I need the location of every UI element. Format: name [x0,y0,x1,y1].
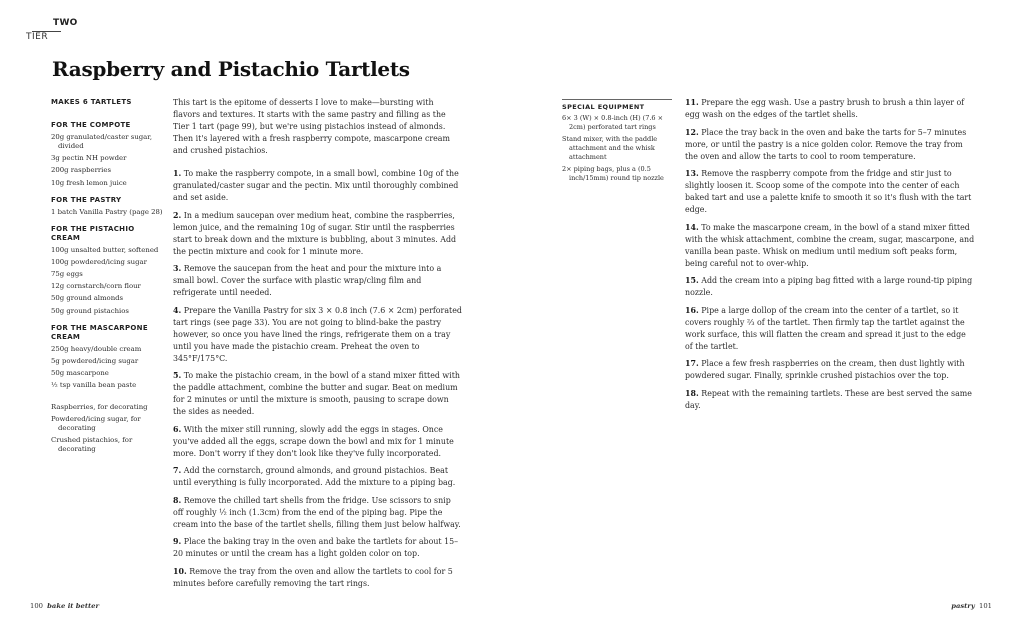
method-step [685,127,975,163]
special-equipment-box [562,99,672,186]
step-number: 17. [685,359,699,368]
ingredient-group-heading: FOR THE COMPOTE [51,121,131,129]
step-text: To make the raspberry compote, in a small bowl, combine 10g of the granulated/caster sugar and the pectin. Mix until thoroughly combined and set aside. [173,169,459,202]
equipment-item: Stand mixer, with the paddle attachment and the whisk attachment [562,135,658,161]
method-step [685,358,975,382]
equipment-item: 6× 3 (W) × 0.8-inch (H) (7.6 × 2cm) perforated tart rings [562,114,664,131]
ingredient-group-heading: FOR THE PISTACHIO CREAM [51,224,135,242]
footer-right [949,602,992,610]
step-number: 4. [173,305,182,315]
decorating-item: Powdered/icing sugar, for decorating [51,415,141,433]
decorating-item: Crushed pistachios, for decorating [51,436,133,454]
step-text: Remove the saucepan from the heat and pour the mixture into a small bowl. Cover the surface with plastic wrap/cling film and refrigerate until needed. [173,264,442,297]
method-step [173,495,463,531]
ingredient-item: 75g eggs [51,269,83,278]
recipe-yield: MAKES 6 TARTLETS [51,98,132,106]
step-text: Place a few fresh raspberries on the cream, then dust lightly with powdered sugar. Finally, sprinkle crushed pistachios over the top. [685,359,965,380]
method-step [685,222,975,270]
step-number: 2. [173,210,182,220]
step-number: 13. [685,169,699,178]
decorating-item: Raspberries, for decorating [51,403,148,412]
step-text: To make the pistachio cream, in the bowl of a stand mixer fitted with the paddle attachment, combine the butter and sugar. Beat on medium for 2 minutes or until the mixture is smooth, pausing to scrape down the sides as needed. [173,371,460,416]
equipment-list [562,114,672,183]
step-number: 16. [685,305,699,315]
method-step [173,536,463,560]
step-number: 1. [173,169,182,178]
method-step [685,97,975,121]
ingredient-item: 12g cornstarch/corn flour [51,282,141,291]
step-text: Remove the tray from the oven and allow the tartlets to cool for 5 minutes before carefully removing the tart rings. [173,566,453,588]
method-step [173,168,463,204]
step-number: 12. [685,127,699,137]
recipe-intro: This tart is the epitome of desserts I love to make—bursting with flavors and textures. It starts with the same pastry and filling as the Tier 1 tart (page 99), but we're using pistachios instead of almonds. Then it's layered with a fresh raspberry compote, mascarpone cream and crushed pistachios. [173,98,450,155]
left-page-number: 100 [30,602,43,610]
ingredients-column [51,98,163,458]
step-text: Repeat with the remaining tartlets. These are best served the same day. [685,388,972,410]
method-column-right [685,97,975,417]
step-number: 3. [173,264,182,273]
step-text: Remove the chilled tart shells from the fridge. Use scissors to snip off roughly ½ inch (1.3cm) from the end of the piping bag. Pipe the cream into the base of the tartlet shells, filling them just below halfway. [173,495,461,529]
ingredient-item: 50g ground almonds [51,294,124,303]
method-step [173,210,463,258]
step-number: 9. [173,537,182,546]
right-page-number: 101 [979,602,992,610]
step-number: 10. [173,566,187,576]
method-step [685,168,975,216]
recipe-title: Raspberry and Pistachio Tartlets [52,57,410,81]
step-text: In a medium saucepan over medium heat, combine the raspberries, lemon juice, and the remaining 10g of sugar. Stir until the raspberries start to break down and the mixture is bubbling, about 3 minutes. Add the pectin mixture and cook for 1 minute more. [173,210,457,256]
steps-right-list [685,97,975,412]
step-text: Add the cornstarch, ground almonds, and ground pistachios. Beat until everything is fully incorporated. Add the mixture to a piping bag. [173,466,456,487]
ingredient-item: 50g mascarpone [51,368,109,377]
ingredient-group [51,196,163,217]
ingredient-item: 200g raspberries [51,166,111,175]
footer-left [30,602,101,610]
decorating-list [51,403,163,454]
step-text: Place the baking tray in the oven and bake the tartlets for about 15–20 minutes or until the cream has a light golden color on top. [173,537,459,558]
method-step [173,566,463,590]
tier-number: TWO [53,18,78,28]
step-number: 8. [173,495,182,505]
section-name: pastry [951,602,975,610]
ingredient-group [51,324,163,391]
step-text: Place the tray back in the oven and bake the tarts for 5–7 minutes more, or until the pastry is a nice golden color. Remove the tray from the oven and allow the tarts to cool to room temperature. [685,127,967,161]
ingredient-item: 50g ground pistachios [51,306,129,315]
method-step [173,424,463,460]
step-number: 14. [685,222,699,232]
ingredient-group [51,225,163,316]
method-step [173,370,463,418]
method-step [173,263,463,299]
ingredient-item: 1 batch Vanilla Pastry (page 28) [51,207,163,216]
step-number: 7. [173,466,182,475]
ingredient-item: 5g powdered/icing sugar [51,356,139,365]
step-text: With the mixer still running, slowly add the eggs in stages. Once you've added all the eggs, scrape down the bowl and mix for 1 minute more. Don't worry if they don't look like they've fully incorporated. [173,424,454,458]
tier-label: TIER [26,32,49,42]
ingredient-item: 20g granulated/caster sugar, divided [51,133,153,150]
book-name: bake it better [47,602,100,610]
ingredient-item: 10g fresh lemon juice [51,178,127,187]
ingredient-groups [51,121,163,390]
ingredient-item: ½ tsp vanilla bean paste [51,381,137,390]
ingredient-item: 3g pectin NH powder [51,154,127,163]
step-number: 15. [685,276,699,285]
step-number: 11. [685,98,699,107]
method-step [685,275,975,299]
step-text: Pipe a large dollop of the cream into the center of a tartlet, so it covers roughly ⅔ of the tartlet. Then firmly tap the tartlet against the work surface, this will flatten the cream and spread it just to the edge of the tartlet. [685,305,966,351]
ingredient-group [51,121,163,188]
equipment-item: 2× piping bags, plus a (0.5 inch/15mm) round tip nozzle [562,165,664,182]
step-number: 6. [173,424,182,434]
ingredient-item: 100g unsalted butter, softened [51,245,159,254]
step-number: 18. [685,388,699,398]
ingredient-group-heading: FOR THE MASCARPONE CREAM [51,323,148,341]
method-column-left [173,97,463,595]
steps-left-list [173,168,463,590]
step-text: Prepare the egg wash. Use a pastry brush to brush a thin layer of egg wash on the edges of the tartlet shells. [685,98,965,119]
equipment-rule [562,99,672,100]
step-text: Add the cream into a piping bag fitted with a large round-tip piping nozzle. [685,276,973,297]
method-step [685,305,975,353]
step-text: Prepare the Vanilla Pastry for six 3 × 0.8 inch (7.6 × 2cm) perforated tart rings (see page 33). You are not going to blind-bake the pastry however, so once you have lined the rings, refrigerate them on a tray until you have made the pistachio cream. Preheat the oven to 345°F/175°C. [173,305,462,363]
method-step [173,465,463,489]
equipment-heading: SPECIAL EQUIPMENT [562,103,645,111]
ingredient-item: 100g powdered/icing sugar [51,257,147,266]
step-number: 5. [173,371,182,380]
ingredient-group-heading: FOR THE PASTRY [51,195,122,204]
ingredient-item: 250g heavy/double cream [51,344,142,353]
step-text: To make the mascarpone cream, in the bowl of a stand mixer fitted with the whisk attachment, combine the cream, sugar, mascarpone, and vanilla bean paste. Whisk on medium until medium soft peaks form, being careful not to over-whip. [685,222,975,268]
method-step [685,388,975,412]
method-step [173,305,463,365]
step-text: Remove the raspberry compote from the fridge and stir just to slightly loosen it. Scoop some of the compote into the center of each baked tart and use a palette knife to smooth it so it's flush with the tart edge. [685,169,972,214]
